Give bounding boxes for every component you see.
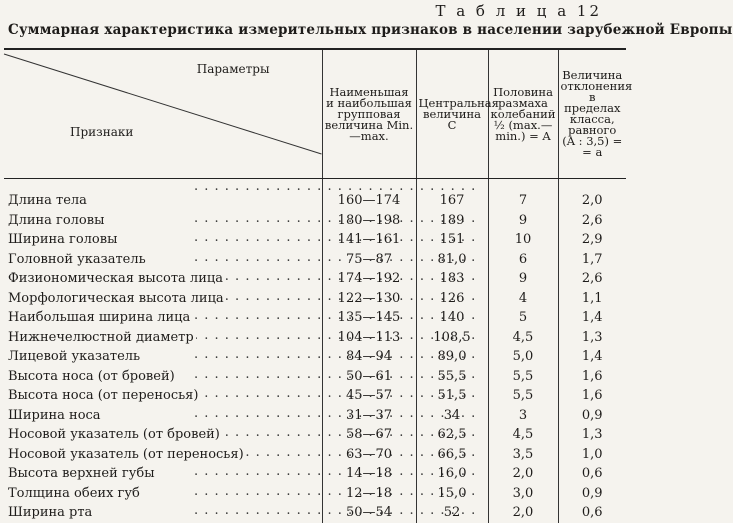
feature-label: Толщина обеих губ [8, 485, 140, 501]
deviation-cell: 1,6 [558, 367, 626, 387]
feature-cell [4, 367, 322, 387]
feature-cell [4, 347, 322, 367]
half-range-cell: 4 [488, 289, 558, 309]
half-range-cell: 9 [488, 211, 558, 231]
table-row [4, 211, 626, 231]
table-row [4, 308, 626, 328]
deviation-cell: 1,6 [558, 386, 626, 406]
half-range-cell: 2,0 [488, 464, 558, 484]
feature-cell [4, 484, 322, 504]
table-number: Т а б л и ц а 12 [435, 2, 602, 20]
center-cell: 189 [416, 211, 488, 231]
half-range-cell: 5,5 [488, 386, 558, 406]
deviation-cell: 0,9 [558, 406, 626, 426]
table-row [4, 269, 626, 289]
parameters-label: Параметры [196, 62, 270, 76]
table-row [4, 386, 626, 406]
center-cell: 66,5 [416, 445, 488, 465]
feature-cell [4, 503, 322, 523]
table-row [4, 347, 626, 367]
feature-cell [4, 406, 322, 426]
half-range-cell: 3 [488, 406, 558, 426]
half-range-cell: 5 [488, 308, 558, 328]
deviation-cell: 1,4 [558, 308, 626, 328]
feature-label: Ширина рта [8, 505, 93, 521]
data-table [4, 48, 633, 523]
deviation-cell: 0,9 [558, 484, 626, 504]
deviation-cell: 0,6 [558, 503, 626, 523]
deviation-cell: 1,1 [558, 289, 626, 309]
center-cell: 55,5 [416, 367, 488, 387]
center-cell: 183 [416, 269, 488, 289]
table-row [4, 445, 626, 465]
feature-label: Ширина головы [8, 232, 118, 248]
feature-label: Высота верхней губы [8, 466, 155, 482]
feature-label: Нижнечелюстной диаметр [8, 329, 194, 345]
table-row [4, 503, 626, 523]
feature-label: Ширина носа [8, 407, 101, 423]
feature-cell [4, 230, 322, 250]
feature-label: Носовой указатель (от бровей) [8, 427, 220, 443]
deviation-cell: 2,9 [558, 230, 626, 250]
center-cell: 15,0 [416, 484, 488, 504]
center-cell: 108,5 [416, 328, 488, 348]
deviation-cell: 2,0 [558, 179, 626, 211]
minmax-cell: 180—198 [322, 211, 416, 231]
header-row [4, 49, 626, 179]
table-row [4, 230, 626, 250]
deviation-cell: 1,0 [558, 445, 626, 465]
feature-cell [4, 269, 322, 289]
center-cell: 52 [416, 503, 488, 523]
deviation-cell: 1,3 [558, 425, 626, 445]
minmax-cell: 160—174 [322, 179, 416, 211]
minmax-cell: 104—113 [322, 328, 416, 348]
center-cell: 16,0 [416, 464, 488, 484]
center-cell: 34 [416, 406, 488, 426]
feature-cell [4, 328, 322, 348]
deviation-cell: 1,4 [558, 347, 626, 367]
half-range-cell: 5,5 [488, 367, 558, 387]
deviation-cell: 2,6 [558, 211, 626, 231]
half-range-cell: 4,5 [488, 425, 558, 445]
table-row [4, 484, 626, 504]
feature-label: Носовой указатель (от переносья) [8, 446, 244, 462]
diagonal-divider [4, 50, 322, 178]
feature-cell [4, 464, 322, 484]
table-row [4, 406, 626, 426]
table-row [4, 425, 626, 445]
corner-header [4, 49, 322, 179]
feature-cell [4, 179, 322, 211]
feature-cell [4, 445, 322, 465]
deviation-cell: 0,6 [558, 464, 626, 484]
center-cell: 51,5 [416, 386, 488, 406]
table-row [4, 179, 626, 211]
center-cell: 89,0 [416, 347, 488, 367]
minmax-cell: 14—18 [322, 464, 416, 484]
center-cell: 167 [416, 179, 488, 211]
half-range-header: Половина размаха колебаний ½ (max.— min.) = A [488, 49, 558, 179]
minmax-cell: 50—54 [322, 503, 416, 523]
deviation-cell: 1,3 [558, 328, 626, 348]
feature-label: Морфологическая высота лица [8, 290, 224, 306]
feature-cell [4, 386, 322, 406]
feature-label: Длина головы [8, 212, 105, 228]
table-row [4, 464, 626, 484]
minmax-cell: 63—70 [322, 445, 416, 465]
minmax-cell: 12—18 [322, 484, 416, 504]
feature-label: Высота носа (от бровей) [8, 368, 175, 384]
feature-label: Высота носа (от переносья) [8, 388, 199, 404]
half-range-cell: 4,5 [488, 328, 558, 348]
half-range-cell: 2,0 [488, 503, 558, 523]
center-cell: 126 [416, 289, 488, 309]
table-row [4, 289, 626, 309]
half-range-cell: 3,0 [488, 484, 558, 504]
center-cell: 151 [416, 230, 488, 250]
table-row [4, 367, 626, 387]
feature-label: Лицевой указатель [8, 349, 141, 365]
center-cell: 81,0 [416, 250, 488, 270]
minmax-cell: 122—130 [322, 289, 416, 309]
minmax-cell: 45—57 [322, 386, 416, 406]
feature-cell [4, 308, 322, 328]
half-range-cell: 5,0 [488, 347, 558, 367]
feature-label: Наибольшая ширина лица [8, 310, 191, 326]
feature-cell [4, 289, 322, 309]
half-range-cell: 6 [488, 250, 558, 270]
half-range-cell: 3,5 [488, 445, 558, 465]
minmax-cell: 141—161 [322, 230, 416, 250]
half-range-cell: 10 [488, 230, 558, 250]
deviation-cell: 2,6 [558, 269, 626, 289]
features-label: Признаки [70, 125, 134, 139]
feature-label: Длина тела [8, 193, 87, 209]
deviation-cell: 1,7 [558, 250, 626, 270]
minmax-header: Наименьшая и наибольшая групповая величина Min.—max. [322, 49, 416, 179]
minmax-cell: 75—87 [322, 250, 416, 270]
minmax-cell: 58—67 [322, 425, 416, 445]
center-cell: 140 [416, 308, 488, 328]
half-range-cell: 9 [488, 269, 558, 289]
deviation-header: Величина отклонения в пределах класса, равного (A : 3,5) = = a [558, 49, 626, 179]
minmax-cell: 135—145 [322, 308, 416, 328]
table-row [4, 328, 626, 348]
feature-cell [4, 425, 322, 445]
feature-cell [4, 250, 322, 270]
center-header: Центральная величина C [416, 49, 488, 179]
minmax-cell: 84—94 [322, 347, 416, 367]
minmax-cell: 31—37 [322, 406, 416, 426]
center-cell: 62,5 [416, 425, 488, 445]
feature-label: Головной указатель [8, 251, 146, 267]
page-title: Суммарная характеристика измерительных признаков в населении зарубежной Европы [8, 22, 733, 38]
feature-cell [4, 211, 322, 231]
feature-label: Физиономическая высота лица [8, 271, 223, 287]
table-row [4, 250, 626, 270]
half-range-cell: 7 [488, 179, 558, 211]
minmax-cell: 50—61 [322, 367, 416, 387]
minmax-cell: 174—192 [322, 269, 416, 289]
